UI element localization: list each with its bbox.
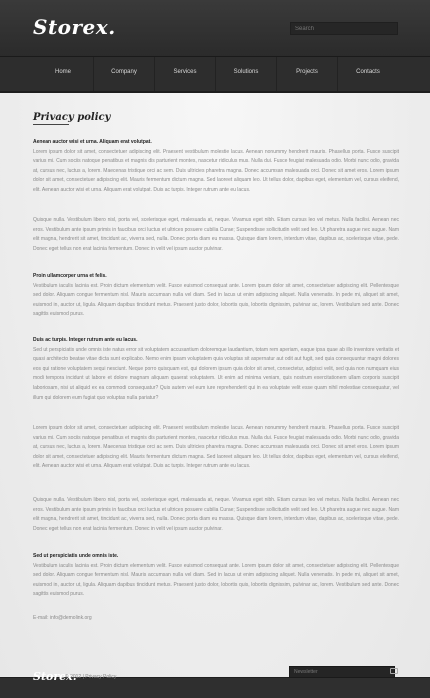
- section-heading: Sed ut perspiciatis unde omnis iste.: [33, 553, 119, 559]
- nav-item-contacts[interactable]: Contacts: [356, 69, 380, 75]
- nav-item-projects[interactable]: Projects: [277, 57, 338, 91]
- section-heading: Proin ullamcorper urna et felis.: [33, 273, 107, 279]
- logo[interactable]: Storex.: [33, 15, 116, 39]
- footer: [0, 669, 430, 698]
- section-text: Lorem ipsum dolor sit amet, consectetuer adipiscing elit. Praesent vestibulum molestie lacus. Aenean nonummy hendrerit mauris. Phasellus porta. Fusce suscipit varius mi. Cum sociis natoque penatibus et magnis dis parturient montes, nascetur ridiculus mus. Nulla dui. Fusce feugiat malesuada odio. Morbi nunc odio, gravida at, cursus nec, luctus a, lorem. Maecenas tristique orci ac sem. Duis ultricies pharetra magna. Donec accumsan malesuada orci. Donec sit amet eros. Lorem ipsum dolor sit amet, consectetuer adipiscing elit. Mauris fermentum dictum magna. Sed laoreet aliquam leo. Ut tellus dolor, dapibus eget, elementum vel, cursus eleifend, elit. Aenean auctor wisi et urna. Aliquam erat volutpat. Duis ac turpis. Integer rutrum ante eu lacus.: [33, 425, 399, 470]
- page-title: Privacy policy: [33, 112, 111, 123]
- nav-item-solutions[interactable]: Solutions: [216, 57, 277, 91]
- title-underline: [33, 124, 69, 125]
- section-text: Sed ut perspiciatis unde omnis iste natus error sit voluptatem accusantium doloremque laudantium, totam rem aperiam, eaque ipsa quae ab illo inventore veritatis et quasi architecto beatae vitae dicta sunt explicabo. Nemo enim ipsam voluptatem quia voluptas sit aspernatur aut odit aut fugit, sed quia consequuntur magni dolores eos qui ratione voluptatem sequi nesciunt. Neque porro quisquam est, qui dolorem ipsum quia dolor sit amet, consectetur, adipisci velit, sed quia non numquam eius modi tempora incidunt ut labore et dolore magnam aliquam quaerat voluptatem. Ut enim ad minima veniam, quis nostrum exercitationem ullam corporis suscipit laboriosam, nisi ut aliquid ex ea commodi consequatur? Quis autem vel eum iure reprehenderit qui in ea voluptate velit esse quam nihil molestiae consequatur, vel illum qui dolorem eum fugiat quo voluptas nulla pariatur?: [33, 346, 399, 401]
- policy-section: [33, 138, 399, 196]
- policy-section: [33, 336, 399, 403]
- nav-item-home[interactable]: Home: [33, 57, 94, 91]
- newsletter-input[interactable]: Newsletter: [289, 666, 395, 678]
- search-input[interactable]: [290, 22, 398, 35]
- nav-item-services[interactable]: Services: [155, 57, 216, 91]
- section-text: Quisque nulla. Vestibulum libero nisl, porta vel, scelerisque eget, malesuada at, neque. Vivamus eget nibh. Etiam cursus leo vel metus. Nulla facilisi. Aenean nec eros. Vestibulum ante ipsum primis in faucibus orci luctus et ultrices posuere cubilia Curae; Suspendisse sollicitudin velit sed leo. Ut pharetra augue nec augue. Nam elit magna, hendrerit sit amet, tincidunt ac, viverra sed, nulla. Donec porta diam eu massa. Quisque diam lorem, interdum vitae, dapibus ac, scelerisque vitae, pede. Donec eget tellus non erat lacinia fermentum. Donec in velit vel ipsum auctor pulvinar.: [33, 217, 399, 252]
- main-nav: [0, 57, 430, 93]
- footer-logo[interactable]: Storex.: [33, 670, 77, 683]
- policy-section: [33, 552, 399, 600]
- header: [0, 0, 430, 57]
- policy-section: [33, 424, 399, 472]
- section-text: Vestibulum iaculis lacinia est. Proin dictum elementum velit. Fusce euismod consequat ante. Lorem ipsum dolor sit amet, consectetuer adipiscing elit. Pellentesque sed dolor. Aliquam congue fermentum nisl. Mauris accumsan nulla vel diam. Sed in lacus ut enim adipiscing aliquet. Nulla venenatis. In pede mi, aliquet sit amet, euismod in, auctor ut, ligula. Aliquam dapibus tincidunt metus. Praesent justo dolor, lobortis quis, lobortis dignissim, pulvinar ac, lorem. Vestibulum sed ante. Donec sagittis euismod purus.: [33, 282, 399, 318]
- section-text: Lorem ipsum dolor sit amet, consectetuer adipiscing elit. Praesent vestibulum molestie lacus. Aenean nonummy hendrerit mauris. Phasellus porta. Fusce suscipit varius mi. Cum sociis natoque penatibus et magnis dis parturient montes, nascetur ridiculus mus. Nulla dui. Fusce feugiat malesuada odio. Morbi nunc odio, gravida at, cursus nec, luctus a, lorem. Maecenas tristique orci ac sem. Duis ultricies pharetra magna. Donec accumsan malesuada orci. Donec sit amet eros. Lorem ipsum dolor sit amet, consectetuer adipiscing elit. Mauris fermentum dictum magna. Sed laoreet aliquam leo. Ut tellus dolor, dapibus eget, elementum vel, cursus eleifend, elit. Aenean auctor wisi et urna. Aliquam erat volutpat. Duis ac turpis. Integer rutrum ante eu lacus.: [33, 148, 399, 193]
- envelope-icon[interactable]: [390, 668, 398, 674]
- policy-section: [33, 496, 399, 534]
- section-text: Vestibulum iaculis lacinia est. Proin dictum elementum velit. Fusce euismod consequat ante. Lorem ipsum dolor sit amet, consectetuer adipiscing elit. Pellentesque sed dolor. Aliquam congue fermentum nisl. Mauris accumsan nulla vel diam. Sed in lacus ut enim adipiscing aliquet. Nulla venenatis. In pede mi, aliquet sit amet, euismod in, auctor ut, ligula. Aliquam dapibus tincidunt metus. Praesent justo dolor, lobortis quis, lobortis dignissim, pulvinar ac, lorem. Vestibulum sed ante. Donec sagittis euismod purus.: [33, 562, 399, 598]
- section-text: Quisque nulla. Vestibulum libero nisl, porta vel, scelerisque eget, malesuada at, neque. Vivamus eget nibh. Etiam cursus leo vel metus. Nulla facilisi. Aenean nec eros. Vestibulum ante ipsum primis in faucibus orci luctus et ultrices posuere cubilia Curae; Suspendisse sollicitudin velit sed leo. Ut pharetra augue nec augue. Nam elit magna, hendrerit sit amet, tincidunt ac, viverra sed, nulla. Donec porta diam eu massa. Quisque diam lorem, interdum vitae, dapibus ac, scelerisque vitae, pede. Donec eget tellus non erat lacinia fermentum. Donec in velit vel ipsum auctor pulvinar.: [33, 497, 399, 532]
- policy-section: [33, 216, 399, 254]
- section-heading: Aenean auctor wisi et urna. Aliquam erat volutpat.: [33, 139, 152, 145]
- policy-section: [33, 272, 399, 320]
- copyright-text[interactable]: © 2012 | Privacy Policy: [65, 674, 117, 680]
- section-heading: Duis ac turpis. Integer rutrum ante eu lacus.: [33, 337, 138, 343]
- contact-email[interactable]: E-mail: info@demolink.org: [33, 615, 92, 621]
- nav-item-company[interactable]: Company: [94, 57, 155, 91]
